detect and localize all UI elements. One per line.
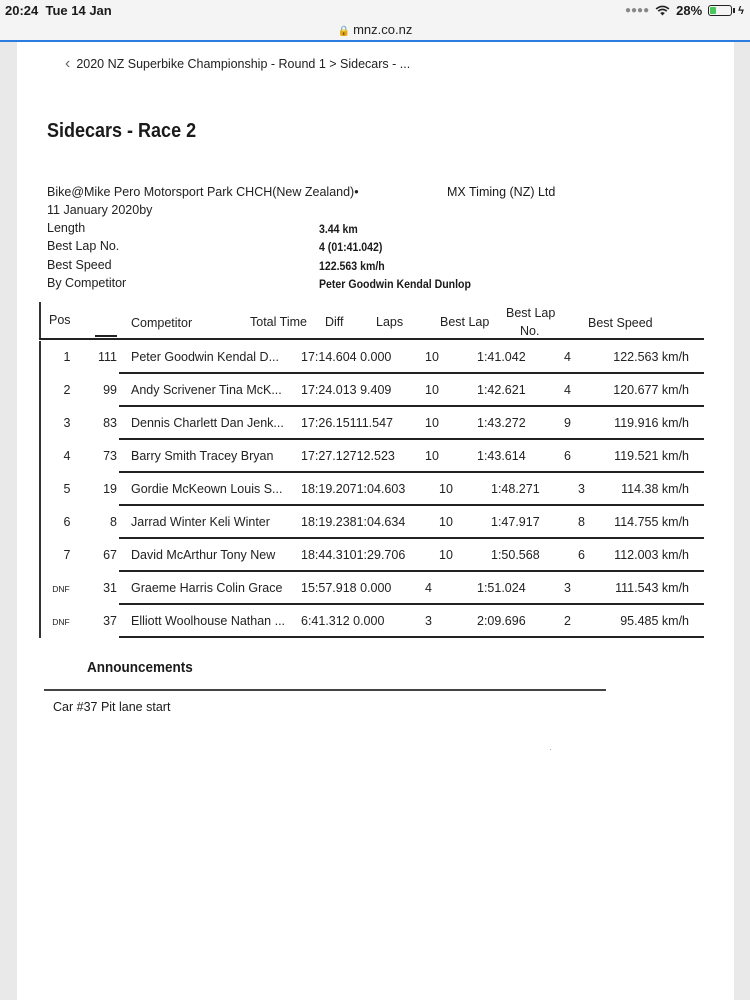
- table-row: [39, 440, 704, 473]
- cell-competitor: Barry Smith Tracey Bryan: [131, 449, 274, 463]
- cell-time-diff: 17:24.013 9.409: [301, 383, 392, 397]
- table-row: [39, 506, 704, 539]
- breadcrumb-text[interactable]: 2020 NZ Superbike Championship - Round 1 > Sidecars - ...: [76, 57, 411, 71]
- cell-lap-no: 4: [564, 350, 571, 364]
- row-left-border: [39, 440, 41, 473]
- row-left-border: [39, 605, 41, 638]
- cell-pos: 6: [63, 515, 71, 529]
- cell-pos: 2: [63, 383, 71, 397]
- clock-date: Tue 14 Jan: [45, 3, 112, 18]
- cell-competitor: Andy Scrivener Tina McK...: [131, 383, 282, 397]
- cell-lap-no: 2: [564, 614, 571, 628]
- wifi-icon: [655, 5, 670, 16]
- charging-icon: ϟ: [738, 4, 744, 17]
- cell-pos: 4: [63, 449, 71, 463]
- battery-percent: 28%: [676, 3, 703, 18]
- cell-num: 67: [103, 548, 117, 562]
- cell-competitor: Dennis Charlett Dan Jenk...: [131, 416, 284, 430]
- cell-pos: DNF: [52, 617, 70, 627]
- cell-lap-no: 3: [578, 482, 585, 496]
- cell-competitor: Elliott Woolhouse Nathan ...: [131, 614, 286, 628]
- event-date: 11 January 2020by: [47, 203, 153, 217]
- cell-speed: 95.485 km/h: [620, 614, 689, 628]
- cell-best-lap: 1:47.917: [491, 515, 540, 529]
- cell-laps: 10: [425, 350, 439, 364]
- url-display[interactable]: [338, 22, 413, 37]
- header-num-underline: [95, 335, 117, 337]
- cell-best-lap: 1:43.272: [477, 416, 526, 430]
- battery-nub: [733, 8, 735, 13]
- header-total-time: Total Time: [250, 315, 307, 329]
- row-left-border: [39, 473, 41, 506]
- table-row: [39, 374, 704, 407]
- cell-competitor: Jarrad Winter Keli Winter: [131, 515, 270, 529]
- cell-pos: 5: [63, 482, 71, 496]
- cell-time-diff: 15:57.918 0.000: [301, 581, 392, 595]
- header-competitor: Competitor: [131, 316, 193, 330]
- cell-num: 37: [103, 614, 117, 628]
- announcement-text: Car #37 Pit lane start: [53, 700, 171, 714]
- announcements-divider: [44, 689, 606, 691]
- address-bar[interactable]: [0, 20, 750, 42]
- status-indicators: [625, 3, 744, 18]
- cell-pos: 3: [63, 416, 71, 430]
- cell-pos: 7: [63, 548, 71, 562]
- breadcrumb[interactable]: [65, 57, 410, 71]
- cell-laps: 10: [425, 416, 439, 430]
- cell-best-lap: 1:50.568: [491, 548, 540, 562]
- cell-speed: 119.521 km/h: [614, 449, 689, 463]
- cell-lap-no: 3: [564, 581, 571, 595]
- page-content: [17, 42, 734, 1000]
- best-lap-label: Best Lap No.: [47, 239, 120, 253]
- cell-time-diff: 18:44.3101:29.706: [301, 548, 406, 562]
- cell-time-diff: 17:14.604 0.000: [301, 350, 392, 364]
- status-time: [5, 3, 112, 18]
- header-divider: [39, 338, 704, 340]
- cell-pos: 1: [63, 350, 71, 364]
- best-lap-value: 4 (01:41.042): [319, 240, 383, 254]
- cell-time-diff: 17:26.15111.547: [301, 416, 393, 430]
- cell-best-lap: 1:41.042: [477, 350, 526, 364]
- header-diff: Diff: [325, 315, 344, 329]
- cell-num: 8: [110, 515, 117, 529]
- cell-num: 73: [103, 449, 117, 463]
- cell-laps: 10: [425, 449, 439, 463]
- by-competitor-label: By Competitor: [47, 276, 127, 290]
- cell-laps: 10: [439, 515, 453, 529]
- cell-laps: 3: [425, 614, 432, 628]
- table-row: [39, 539, 704, 572]
- cell-lap-no: 4: [564, 383, 571, 397]
- table-row: [39, 605, 704, 638]
- cell-best-lap: 1:42.621: [477, 383, 526, 397]
- best-speed-value: 122.563 km/h: [319, 259, 385, 273]
- cell-speed: 119.916 km/h: [614, 416, 689, 430]
- table-row: [39, 407, 704, 440]
- by-competitor-value: Peter Goodwin Kendal Dunlop: [319, 277, 471, 291]
- cell-competitor: Graeme Harris Colin Grace: [131, 581, 283, 595]
- battery-level: [710, 7, 716, 14]
- cell-speed: 111.543 km/h: [615, 581, 689, 595]
- table-left-border: [39, 302, 41, 340]
- cell-laps: 10: [439, 548, 453, 562]
- page-speck: [550, 749, 551, 750]
- cell-pos: DNF: [52, 584, 70, 594]
- cell-speed: 112.003 km/h: [614, 548, 689, 562]
- row-left-border: [39, 407, 41, 440]
- cell-best-lap: 1:51.024: [477, 581, 526, 595]
- cell-time-diff: 18:19.2381:04.634: [301, 515, 406, 529]
- header-best-lap-no-1: Best Lap: [506, 306, 556, 320]
- cell-speed: 120.677 km/h: [613, 383, 689, 397]
- cell-speed: 114.38 km/h: [621, 482, 689, 496]
- cell-competitor: Gordie McKeown Louis S...: [131, 482, 283, 496]
- cell-competitor: Peter Goodwin Kendal D...: [131, 350, 279, 364]
- cell-best-lap: 2:09.696: [477, 614, 526, 628]
- timing-provider: MX Timing (NZ) Ltd: [447, 185, 556, 199]
- cell-lap-no: 9: [564, 416, 571, 430]
- clock-time: 20:24: [5, 3, 39, 18]
- header-laps: Laps: [376, 315, 404, 329]
- length-label: Length: [47, 221, 86, 235]
- cell-num: 31: [103, 581, 117, 595]
- header-best-lap: Best Lap: [440, 315, 490, 329]
- row-left-border: [39, 539, 41, 572]
- cell-lap-no: 6: [564, 449, 571, 463]
- cell-time-diff: 6:41.312 0.000: [301, 614, 385, 628]
- cell-best-lap: 1:43.614: [477, 449, 526, 463]
- row-left-border: [39, 341, 41, 374]
- cell-num: 99: [103, 383, 117, 397]
- cell-time-diff: 17:27.12712.523: [301, 449, 395, 463]
- row-left-border: [39, 572, 41, 605]
- cell-num: 111: [97, 350, 117, 364]
- cell-speed: 114.755 km/h: [614, 515, 689, 529]
- table-row: [39, 341, 704, 374]
- cell-competitor: David McArthur Tony New: [131, 548, 276, 562]
- header-best-speed: Best Speed: [588, 316, 653, 330]
- status-bar: [0, 0, 750, 20]
- length-value: 3.44 km: [319, 222, 358, 236]
- table-row: [39, 572, 704, 605]
- cell-lap-no: 8: [578, 515, 585, 529]
- event-venue: Bike@Mike Pero Motorsport Park CHCH(New Zealand)•: [47, 185, 359, 199]
- header-pos: Pos: [49, 313, 71, 327]
- best-speed-label: Best Speed: [47, 258, 112, 272]
- battery-icon: [708, 5, 732, 16]
- cell-num: 19: [103, 482, 117, 496]
- signal-icon: ●●●●: [624, 5, 650, 16]
- lock-icon: 🔒: [337, 26, 351, 37]
- cell-best-lap: 1:48.271: [491, 482, 540, 496]
- header-best-lap-no-2: No.: [520, 324, 540, 338]
- cell-time-diff: 18:19.2071:04.603: [301, 482, 406, 496]
- chevron-left-icon[interactable]: ‹: [65, 55, 71, 72]
- cell-speed: 122.563 km/h: [613, 350, 689, 364]
- table-row: [39, 473, 704, 506]
- row-left-border: [39, 506, 41, 539]
- page-title: Sidecars - Race 2: [47, 120, 197, 142]
- url-text: mnz.co.nz: [353, 22, 413, 37]
- cell-lap-no: 6: [578, 548, 585, 562]
- row-divider: [119, 636, 704, 638]
- row-left-border: [39, 374, 41, 407]
- cell-num: 83: [103, 416, 117, 430]
- cell-laps: 4: [425, 581, 432, 595]
- cell-laps: 10: [439, 482, 453, 496]
- cell-laps: 10: [425, 383, 439, 397]
- announcements-title: Announcements: [87, 659, 193, 676]
